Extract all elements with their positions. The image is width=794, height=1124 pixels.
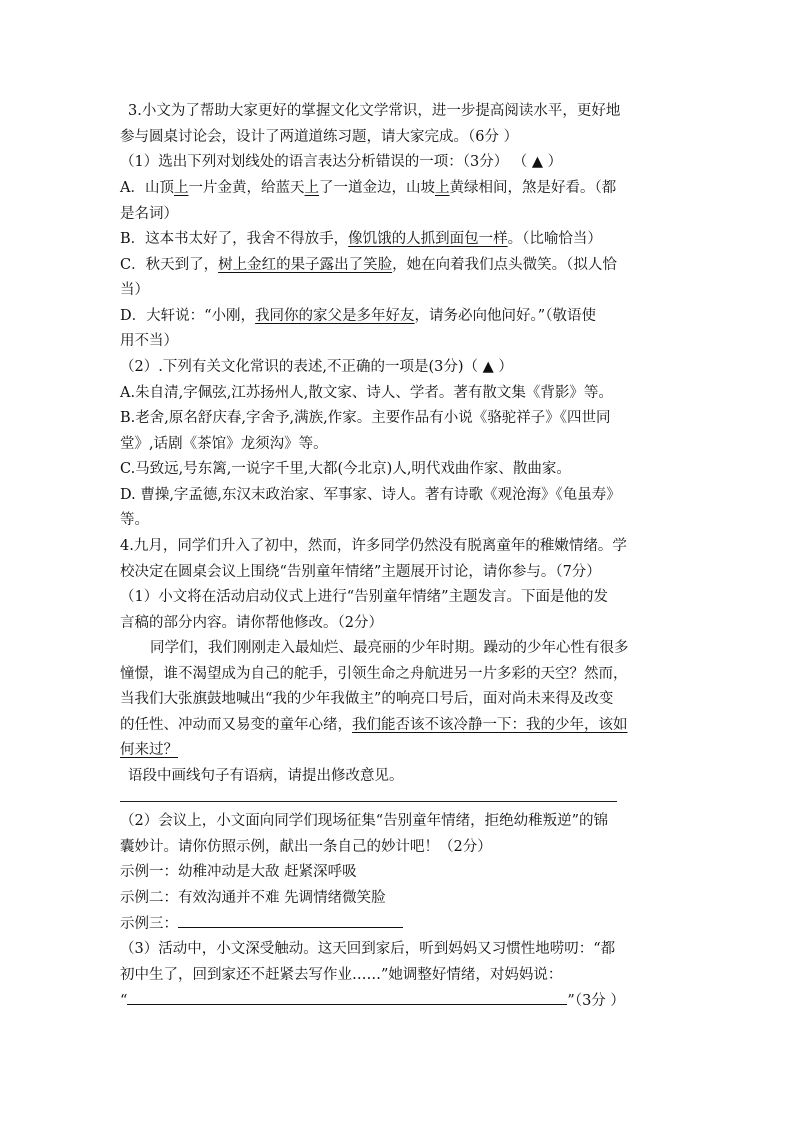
faulty-sentence-underline: 何来过？	[120, 742, 178, 758]
q4-part1-ask: 语段中画线句子有语病，请提出修改意见。	[128, 768, 404, 784]
option-c-line-2: 当）	[120, 282, 149, 298]
answer-line[interactable]	[120, 801, 617, 802]
example-3-blank[interactable]	[178, 913, 403, 928]
q3-intro-line-1: 3.小文为了帮助大家更好的掌握文化文学常识，进一步提高阅读水平，更好地	[128, 103, 621, 119]
option-a-line-1: A．山顶上一片金黄，给蓝天上了一道金边，山坡上黄绿相间，煞是好看。（都	[120, 180, 617, 196]
q4-intro-line-2: 校决定在圆桌会议上围绕“告别童年情绪”主题展开讨论，请你参与。（7分）	[120, 564, 601, 580]
underlined-phrase: 树上金红的果子露出了笑脸	[218, 257, 393, 273]
option-d-line-1: D．大轩说：“小刚，我同你的家父是多年好友，请务必向他问好。”（敬语使	[120, 308, 596, 324]
reply-blank[interactable]	[127, 990, 567, 1005]
culture-option-d-line-1: D. 曹操,字孟德,东汉末政治家、军事家、诗人。著有诗歌《观沧海》《龟虽寿》	[120, 487, 621, 503]
q4-part1-line-1: （1）小文将在活动启动仪式上进行“告别童年情绪”主题发言。下面是他的发	[120, 589, 609, 605]
q4-part2-line-1: （2）会议上，小文面向同学们现场征集“告别童年情绪，拒绝幼稚叛逆”的锦	[120, 813, 609, 829]
option-c-line-1: C．秋天到了，树上金红的果子露出了笑脸，她在向着我们点头微笑。（拟人恰	[120, 257, 617, 273]
q4-part2-line-2: 囊妙计。请你仿照示例，献出一条自己的妙计吧！（2分）	[120, 839, 492, 855]
culture-option-b-line-1: B.老舍,原名舒庆春,字舍予,满族,作家。主要作品有小说《骆驼祥子》《四世同	[120, 410, 611, 426]
q4-part3-line-2: 初中生了，回到家还不赶紧去写作业……”她调整好情绪，对妈妈说：	[120, 967, 563, 983]
faulty-sentence-underline: 我们能否该不该冷静一下：我的少年，该如	[352, 717, 628, 733]
speech-paragraph-line-1: 同学们，我们刚刚走入最灿烂、最亮丽的少年时期。躁动的少年心性有很多	[150, 640, 629, 656]
option-a-line-2: 是名词）	[120, 206, 178, 222]
q4-part3-line-3: “ ”（3分 ）	[120, 990, 690, 1011]
q3-part2-stem: （2）.下列有关文化常识的表述,不正确的一项是(3分)（ ▲ ）	[120, 359, 513, 375]
underlined-phrase: 像饥饿的人抓到面包一样	[348, 231, 508, 247]
example-1: 示例一：幼稚冲动是大敌 赶紧深呼吸	[120, 864, 357, 880]
q3-part1-stem: （1）选出下列对划线处的语言表达分析错误的一项：（3分） （ ▲ ）	[120, 154, 563, 170]
speech-paragraph-line-2: 憧憬，谁不渴望成为自己的舵手，引领生命之舟航进另一片多彩的天空？然而，	[120, 666, 628, 682]
q4-part1-line-2: 言稿的部分内容。请你帮他修改。（2分）	[120, 615, 383, 631]
culture-option-a: A.朱自清,字佩弦,江苏扬州人,散文家、诗人、学者。著有散文集《背影》等。	[120, 385, 613, 401]
culture-option-c: C.马致远,号东篱,一说字千里,大都(今北京)人,明代戏曲作家、散曲家。	[120, 461, 571, 477]
speech-paragraph-line-4: 的任性、冲动而又易变的童年心绪，我们能否该不该冷静一下：我的少年，该如	[120, 717, 628, 733]
example-2: 示例二：有效沟通并不难 先调情绪微笑脸	[120, 890, 386, 906]
speech-paragraph-line-3: 当我们大张旗鼓地喊出“我的少年我做主”的响亮口号后，面对尚未来得及改变	[120, 691, 614, 707]
culture-option-b-line-2: 堂》,话剧《茶馆》龙须沟》等。	[120, 436, 328, 452]
underlined-phrase: 我同你的家父是多年好友	[255, 308, 415, 324]
culture-option-d-line-2: 等。	[120, 512, 149, 528]
q4-part3-line-1: （3）活动中，小文深受触动。这天回到家后，听到妈妈又习惯性地唠叨：“都	[120, 941, 616, 957]
speech-paragraph-line-5	[120, 740, 690, 760]
example-3: 示例三：	[120, 913, 690, 934]
q3-intro-line-2: 参与圆桌讨论会，设计了两道道练习题，请大家完成。（6分 ）	[120, 129, 519, 145]
option-b: B．这本书太好了，我舍不得放手，像饥饿的人抓到面包一样。（比喻恰当）	[120, 231, 602, 247]
option-d-line-2: 用不当）	[120, 333, 178, 349]
q4-intro-line-1: 4.九月，同学们升入了初中，然而，许多同学仍然没有脱离童年的稚嫩情绪。学	[120, 538, 627, 554]
